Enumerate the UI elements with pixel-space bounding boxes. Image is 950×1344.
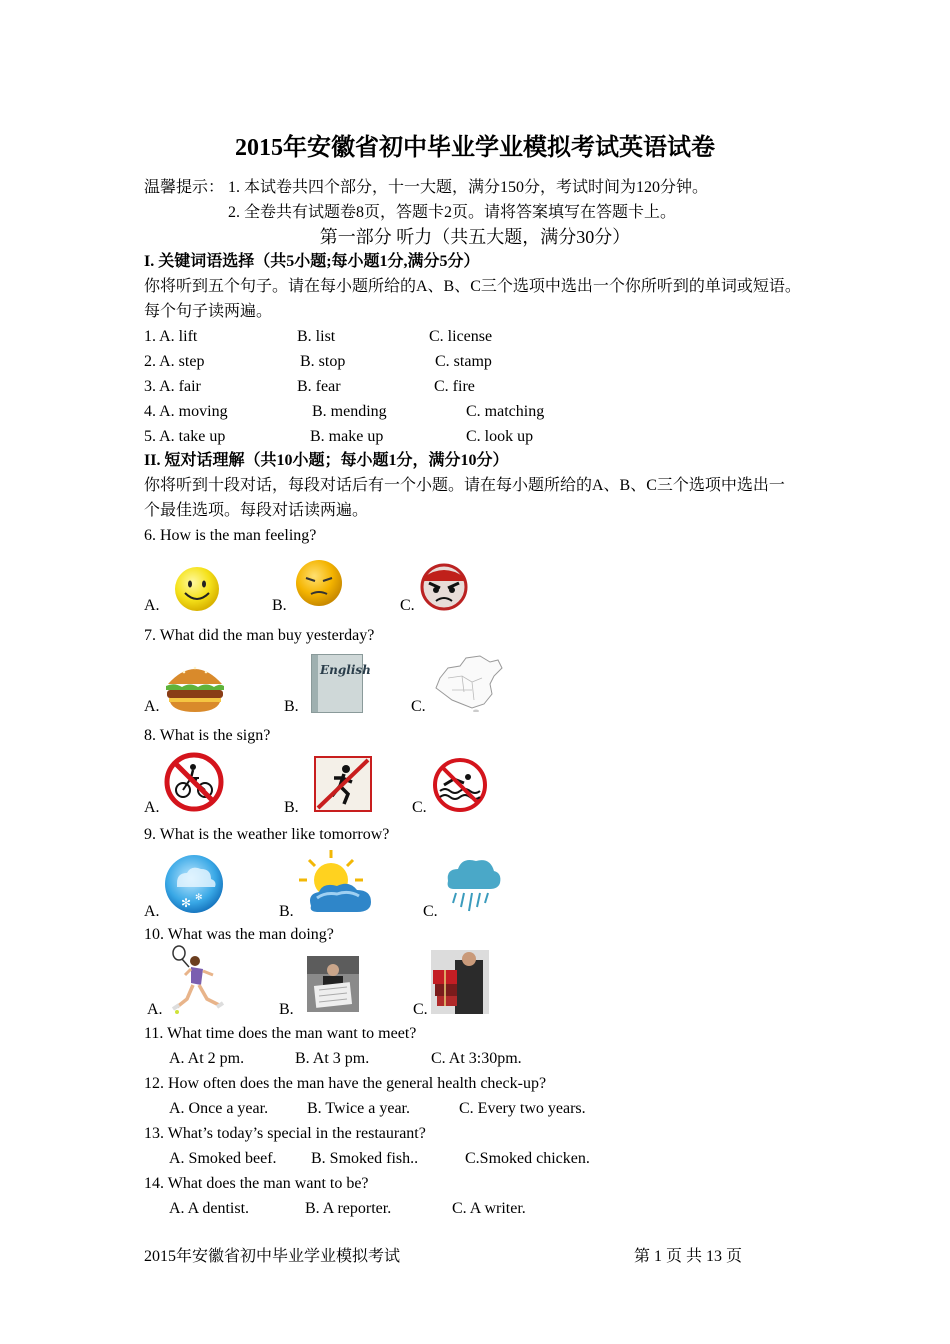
q9-label-c: C. [423,903,438,920]
q6-label-a: A. [144,597,160,614]
q9-label-b: B. [279,903,294,920]
q14-option-a: A. A dentist. [169,1200,250,1217]
q2-option-c: C. stamp [435,353,492,370]
q8-label-a: A. [144,799,160,816]
q4-option-c: C. matching [466,403,545,420]
q6-question: 6. How is the man feeling? [144,527,317,544]
no-swimming-sign-icon [430,757,490,813]
part-heading: 第一部分 听力（共五大题，满分30分） [319,227,631,247]
q14-option-c: C. A writer. [452,1200,526,1217]
q12-option-a: A. Once a year. [169,1100,269,1117]
hamburger-icon [164,658,226,712]
q8-question: 8. What is the sign? [144,727,271,744]
svg-text:✻: ✻ [181,896,192,910]
footer-left: 2015年安徽省初中毕业学业模拟考试 [144,1248,401,1265]
q9-label-a: A. [144,903,160,920]
q10-label-b: B. [279,1001,294,1018]
no-running-sign-icon [314,756,372,812]
page-number: 第 1 页 共 13 页 [634,1248,743,1265]
q13-question: 13. What’s today’s special in the restaurant? [144,1125,426,1142]
q8-label-b: B. [284,799,299,816]
q1-option-a: 1. A. lift [144,328,198,345]
q4-option-a: 4. A. moving [144,403,228,420]
carrying-gifts-image [431,950,489,1014]
english-book-image: English [311,654,363,713]
notice-label: 温馨提示： [144,179,225,196]
q12-option-b: B. Twice a year. [307,1100,410,1117]
q11-option-a: A. At 2 pm. [169,1050,245,1067]
q5-option-b: B. make up [310,428,384,445]
q5-option-c: C. look up [466,428,534,445]
svg-text:✻: ✻ [195,893,203,903]
happy-face-icon [172,565,222,613]
q2-option-b: B. stop [300,353,346,370]
q10-label-a: A. [147,1001,163,1018]
rain-weather-icon [440,853,502,915]
china-map-image [432,654,504,712]
q3-option-c: C. fire [434,378,475,395]
q4-option-b: B. mending [312,403,387,420]
q10-question: 10. What was the man doing? [144,926,334,943]
page-title: 2015年安徽省初中毕业学业模拟考试英语试卷 [235,135,715,161]
q14-option-b: B. A reporter. [305,1200,392,1217]
q11-question: 11. What time does the man want to meet? [144,1025,417,1042]
q2-option-a: 2. A. step [144,353,205,370]
tennis-player-image [167,945,225,1015]
q7-label-c: C. [411,698,426,715]
q10-label-c: C. [413,1001,428,1018]
q6-label-c: C. [400,597,415,614]
section2-instruction-2: 个最佳选项。每段对话读两遍。 [144,502,369,519]
q13-option-c: C.Smoked chicken. [465,1150,590,1167]
no-cycling-sign-icon [163,752,225,812]
q13-option-b: B. Smoked fish.. [311,1150,419,1167]
q1-option-c: C. license [429,328,493,345]
q8-label-c: C. [412,799,427,816]
q12-option-c: C. Every two years. [459,1100,586,1117]
q13-option-a: A. Smoked beef. [169,1150,277,1167]
q7-question: 7. What did the man buy yesterday? [144,627,375,644]
partly-cloudy-icon [297,848,375,916]
notice-line-2: 2. 全卷共有试题卷8页，答题卡2页。请将答案填写在答题卡上。 [228,204,677,221]
q3-option-a: 3. A. fair [144,378,201,395]
q5-option-a: 5. A. take up [144,428,226,445]
reading-newspaper-image [307,956,359,1012]
unhappy-face-icon [294,558,344,608]
q7-label-b: B. [284,698,299,715]
q11-option-c: C. At 3:30pm. [431,1050,522,1067]
angry-face-icon [419,563,469,611]
q9-question: 9. What is the weather like tomorrow? [144,826,390,843]
snow-weather-icon [163,853,225,915]
q3-option-b: B. fear [297,378,341,395]
q1-option-b: B. list [297,328,336,345]
notice-line-1: 1. 本试卷共四个部分，十一大题，满分150分，考试时间为120分钟。 [228,179,709,196]
q14-question: 14. What does the man want to be? [144,1175,369,1192]
section1-heading: I. 关键词语选择（共5小题;每小题1分,满分5分） [144,253,480,270]
q7-label-a: A. [144,698,160,715]
section1-instruction-1: 你将听到五个句子。请在每小题所给的A、B、C三个选项中选出一个你所听到的单词或短语。 [144,278,801,295]
q6-label-b: B. [272,597,287,614]
section2-heading: II. 短对话理解（共10小题；每小题1分，满分10分） [144,452,509,469]
q11-option-b: B. At 3 pm. [295,1050,370,1067]
section2-instruction-1: 你将听到十段对话，每段对话后有一个小题。请在每小题所给的A、B、C三个选项中选出一 [144,477,785,494]
section1-instruction-2: 每个句子读两遍。 [144,303,273,320]
q12-question: 12. How often does the man have the general health check-up? [144,1075,547,1092]
